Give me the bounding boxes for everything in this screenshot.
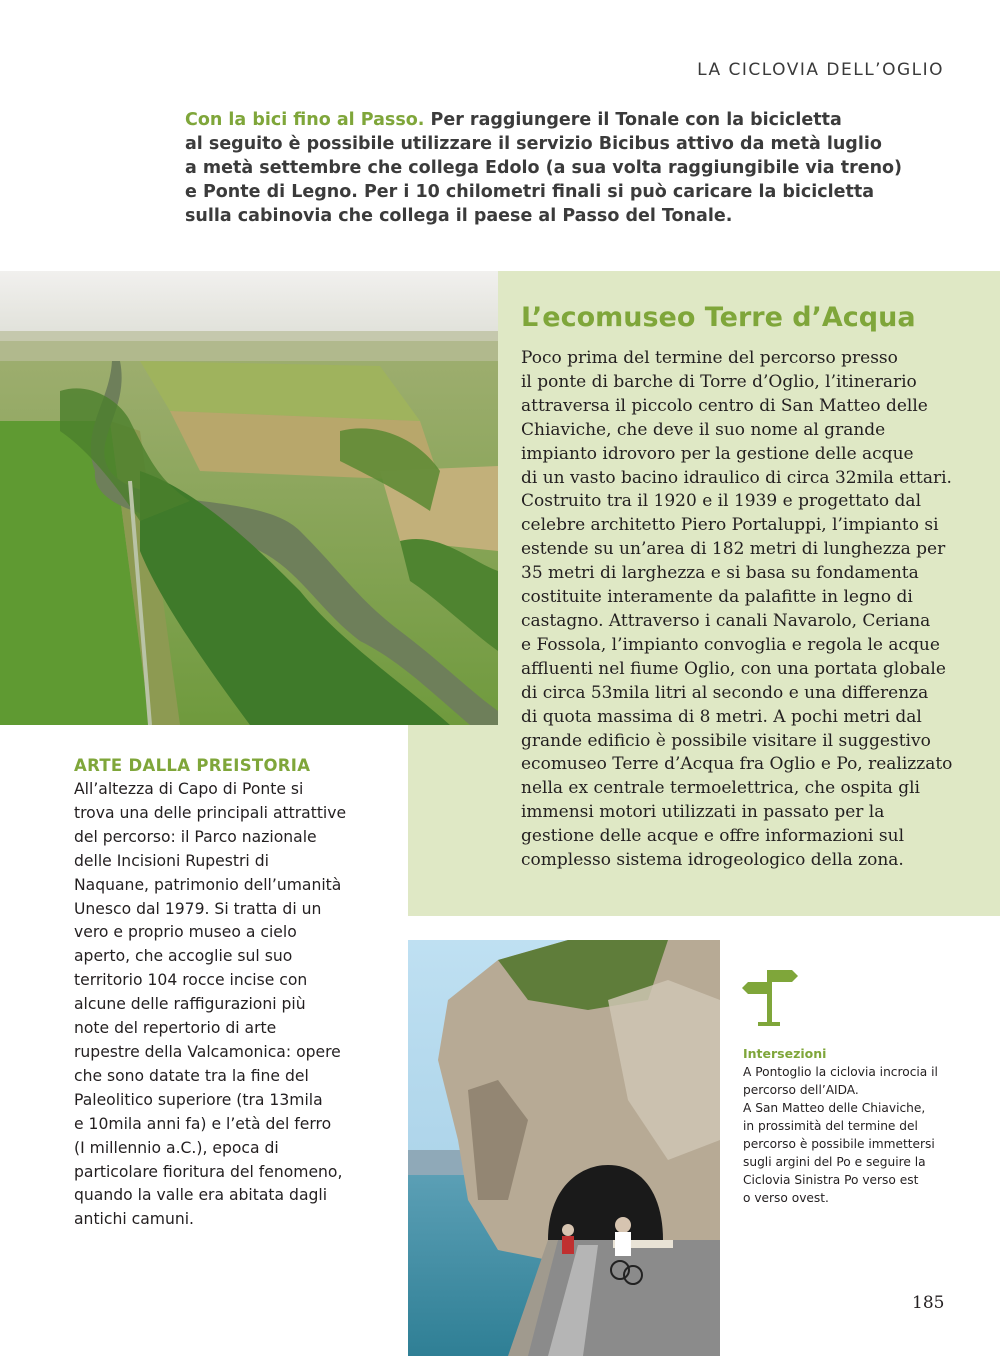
- text-line: 35 metri di larghezza e si basa su fondamenta: [521, 563, 919, 584]
- text-line: sugli argini del Po e seguire la: [743, 1155, 926, 1169]
- river-aerial-photo: [0, 271, 498, 725]
- intersezioni-title: Intersezioni: [743, 1046, 827, 1061]
- page-number: 185: [912, 1293, 945, 1313]
- text-line: attraversa il piccolo centro di San Matteo delle: [521, 395, 928, 416]
- intro-line: a metà settembre che collega Edolo (a sua volta raggiungibile via treno): [185, 158, 903, 178]
- text-line: All’altezza di Capo di Ponte si: [74, 780, 304, 798]
- signpost-icon: [742, 964, 800, 1026]
- sidebar-body: [74, 778, 364, 1232]
- text-line: Poco prima del termine del percorso presso: [521, 348, 898, 368]
- text-line: e Fossola, l’impianto convoglia e regola le acque: [521, 634, 940, 655]
- running-head: LA CICLOVIA DELL’OGLIO: [697, 60, 944, 80]
- intro-line: Per raggiungere il Tonale con la bicicletta: [424, 110, 842, 130]
- intro-line: sulla cabinovia che collega il paese al Passo del Tonale.: [185, 206, 733, 226]
- text-line: grande edificio è possibile visitare il suggestivo: [521, 730, 931, 751]
- text-line: percorso è possibile immettersi: [743, 1137, 935, 1151]
- intro-lead: Con la bici fino al Passo.: [185, 110, 425, 130]
- text-line: che sono datate tra la fine del: [74, 1066, 309, 1085]
- text-line: impianto idrovoro per la gestione delle acque: [521, 443, 914, 464]
- text-line: ecomuseo Terre d’Acqua fra Oglio e Po, realizzato: [521, 754, 953, 775]
- text-line: gestione delle acque e offre informazioni sul: [521, 826, 905, 847]
- text-line: celebre architetto Piero Portaluppi, l’impianto si: [521, 515, 939, 536]
- tunnel-cyclists-photo: [408, 940, 720, 1356]
- text-line: di un vasto bacino idraulico di circa 32mila ettari.: [521, 467, 952, 488]
- text-line: castagno. Attraverso i canali Navarolo, Ceriana: [521, 610, 931, 631]
- text-line: vero e proprio museo a cielo: [74, 923, 297, 942]
- text-line: Unesco dal 1979. Si tratta di un: [74, 899, 322, 918]
- text-line: o verso ovest.: [743, 1191, 829, 1205]
- intro-line: al seguito è possibile utilizzare il servizio Bicibus attivo da metà luglio: [185, 134, 882, 154]
- text-line: affluenti nel fiume Oglio, con una portata globale: [521, 658, 946, 679]
- text-line: il ponte di barche di Torre d’Oglio, l’itinerario: [521, 371, 917, 392]
- text-line: costituite interamente da palafitte in legno di: [521, 587, 913, 608]
- text-line: Paleolitico superiore (tra 13mila: [74, 1090, 323, 1109]
- text-line: trova una delle principali attrattive: [74, 803, 347, 822]
- text-line: percorso dell’AIDA.: [743, 1083, 859, 1097]
- text-line: delle Incisioni Rupestri di: [74, 851, 269, 870]
- text-line: Naquane, patrimonio dell’umanità: [74, 875, 342, 894]
- text-line: di circa 53mila litri al secondo e una differenza: [521, 682, 929, 703]
- intro-paragraph: [185, 108, 903, 228]
- text-line: alcune delle raffigurazioni più: [74, 995, 306, 1014]
- text-line: A Pontoglio la ciclovia incrocia il: [743, 1065, 938, 1079]
- text-line: Costruito tra il 1920 e il 1939 e progettato dal: [521, 491, 922, 512]
- text-line: note del repertorio di arte: [74, 1019, 277, 1038]
- text-line: antichi camuni.: [74, 1210, 195, 1229]
- text-line: A San Matteo delle Chiaviche,: [743, 1101, 926, 1115]
- text-line: in prossimità del termine del: [743, 1119, 918, 1133]
- ecomuseo-body: [521, 347, 953, 873]
- text-line: di quota massima di 8 metri. A pochi metri dal: [521, 706, 922, 727]
- text-line: (I millennio a.C.), epoca di: [74, 1138, 279, 1157]
- text-line: estende su un’area di 182 metri di lunghezza per: [521, 539, 946, 560]
- ecomuseo-title: L’ecomuseo Terre d’Acqua: [521, 302, 916, 333]
- sidebar-title: ARTE DALLA PREISTORIA: [74, 756, 311, 775]
- text-line: nella ex centrale termoelettrica, che ospita gli: [521, 778, 920, 799]
- text-line: complesso sistema idrogeologico della zona.: [521, 850, 904, 871]
- text-line: del percorso: il Parco nazionale: [74, 827, 317, 846]
- text-line: Chiaviche, che deve il suo nome al grande: [521, 419, 886, 440]
- text-line: territorio 104 rocce incise con: [74, 971, 308, 990]
- text-line: rupestre della Valcamonica: opere: [74, 1042, 341, 1061]
- intersezioni-body: [743, 1063, 958, 1207]
- text-line: e 10mila anni fa) e l’età del ferro: [74, 1114, 332, 1133]
- text-line: immensi motori utilizzati in passato per la: [521, 802, 885, 823]
- text-line: aperto, che accoglie sul suo: [74, 947, 293, 966]
- text-line: quando la valle era abitata dagli: [74, 1186, 328, 1205]
- intro-line: e Ponte di Legno. Per i 10 chilometri finali si può caricare la bicicletta: [185, 182, 875, 202]
- text-line: Ciclovia Sinistra Po verso est: [743, 1173, 919, 1187]
- text-line: particolare fioritura del fenomeno,: [74, 1162, 343, 1181]
